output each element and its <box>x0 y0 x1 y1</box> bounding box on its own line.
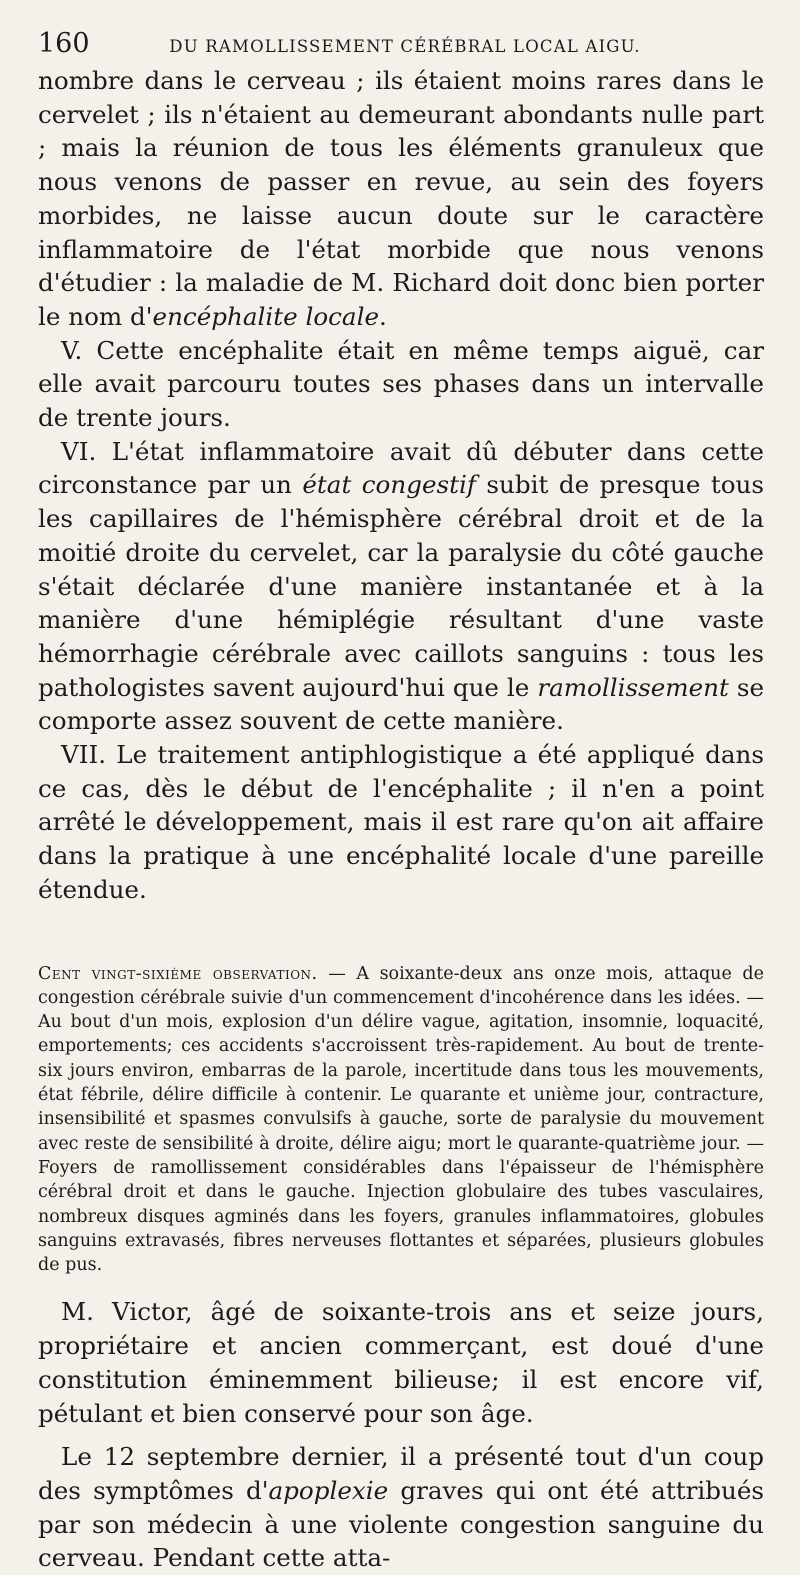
paragraph-text: . <box>379 301 387 331</box>
paragraph-text: V. Cette encéphalite était en même temps aiguë, car elle avait parcouru toutes ses phases dans un intervalle de trente jours. <box>38 335 764 433</box>
paragraph-text: se comporte assez souvent de cette manière. <box>38 672 764 736</box>
emphasis-text: apoplexie <box>268 1475 389 1505</box>
paragraph-text: Le 12 septembre dernier, il a présenté tout d'un coup des symptômes d' <box>38 1442 764 1505</box>
paragraph-text: VII. Le traitement antiphlogistique a été appliqué dans ce cas, dès le début de l'encéphalite ; il n'en a point arrêté le développement, mais il est rare qu'on ait affaire dans la pratique à une encéphalité locale d'une pareille étendue. <box>38 740 764 904</box>
emphasis-text: ramollissement <box>537 672 729 702</box>
main-text <box>38 64 764 907</box>
paragraph-victor <box>38 1295 764 1430</box>
paragraph-v <box>38 334 764 435</box>
page-number: 160 <box>38 28 90 59</box>
running-header <box>38 28 764 64</box>
observation-heading: Cent vingt-sixième observation. <box>38 963 318 984</box>
paragraph-continuation <box>38 64 764 334</box>
paragraph-text: graves qui ont été attribués par son médecin à une violente congestion sanguine du cerveau. Pendant cette atta- <box>38 1475 764 1573</box>
main-text-continued <box>38 1295 764 1575</box>
paragraph-text: nombre dans le cerveau ; ils étaient moins rares dans le cervelet ; ils n'étaient au demeurant abondants nulle part ; mais la réunion de tous les éléments granuleux que nous venons de passer en revue, au sein des foyers morbides, ne laisse aucun doute sur le caractère inflammatoire de l'état morbide que nous venons d'étudier : la maladie de M. Richard doit donc bien porter le nom d' <box>38 66 764 331</box>
emphasis-text: encéphalite locale <box>152 301 380 331</box>
running-title: DU RAMOLLISSEMENT CÉRÉBRAL LOCAL AIGU. <box>169 37 641 56</box>
paragraph-text: VI. L'état inflammatoire avait dû débuter dans cette circonstance par un <box>38 436 764 500</box>
emphasis-text: état congestif <box>302 470 476 500</box>
page <box>38 28 764 1575</box>
paragraph-septembre <box>38 1440 764 1575</box>
paragraph-vii <box>38 738 764 907</box>
paragraph-text: M. Victor, âgé de soixante-trois ans et seize jours, propriétaire et ancien commerçant, est doué d'une constitution éminemment bilieuse; il est encore vif, pétulant et bien conservé pour son âge. <box>38 1297 764 1428</box>
observation-text: — A soixante-deux ans onze mois, attaque de congestion cérébrale suivie d'un commencement d'incohérence dans les idées. — Au bout d'un mois, explosion d'un délire vague, agitation, insomnie, loquacité, emportements; ces accidents s'accroissent très-rapidement. Au bout de trente-six jours environ, embarras de la parole, incertitude dans tous les mouvements, état fébrile, délire difficile à contenir. Le quarante et unième jour, contracture, insensibilité et spasmes convulsifs à gauche, sorte de paralysie du mouvement avec reste de sensibilité à droite, délire aigu; mort le quarante-quatrième jour. — Foyers de ramollissement considérables dans l'épaisseur de l'hémisphère cérébral droit et dans le gauche. Injection globulaire des tubes vasculaires, nombreux disques agminés dans les foyers, granules inflammatoires, globules sanguins extravasés, fibres nerveuses flottantes et séparées, plusieurs globules de pus. <box>38 963 764 1276</box>
observation-summary <box>38 962 764 1278</box>
paragraph-text: subit de presque tous les capillaires de l'hémisphère cérébral droit et de la moitié droite du cervelet, car la paralysie du côté gauche s'était déclarée d'une manière instantanée et à la manière d'une hémiplégie résultant d'une vaste hémorrhagie cérébrale avec caillots sanguins : tous les pathologistes savent aujourd'hui que le <box>38 470 764 702</box>
paragraph-vi <box>38 435 764 738</box>
